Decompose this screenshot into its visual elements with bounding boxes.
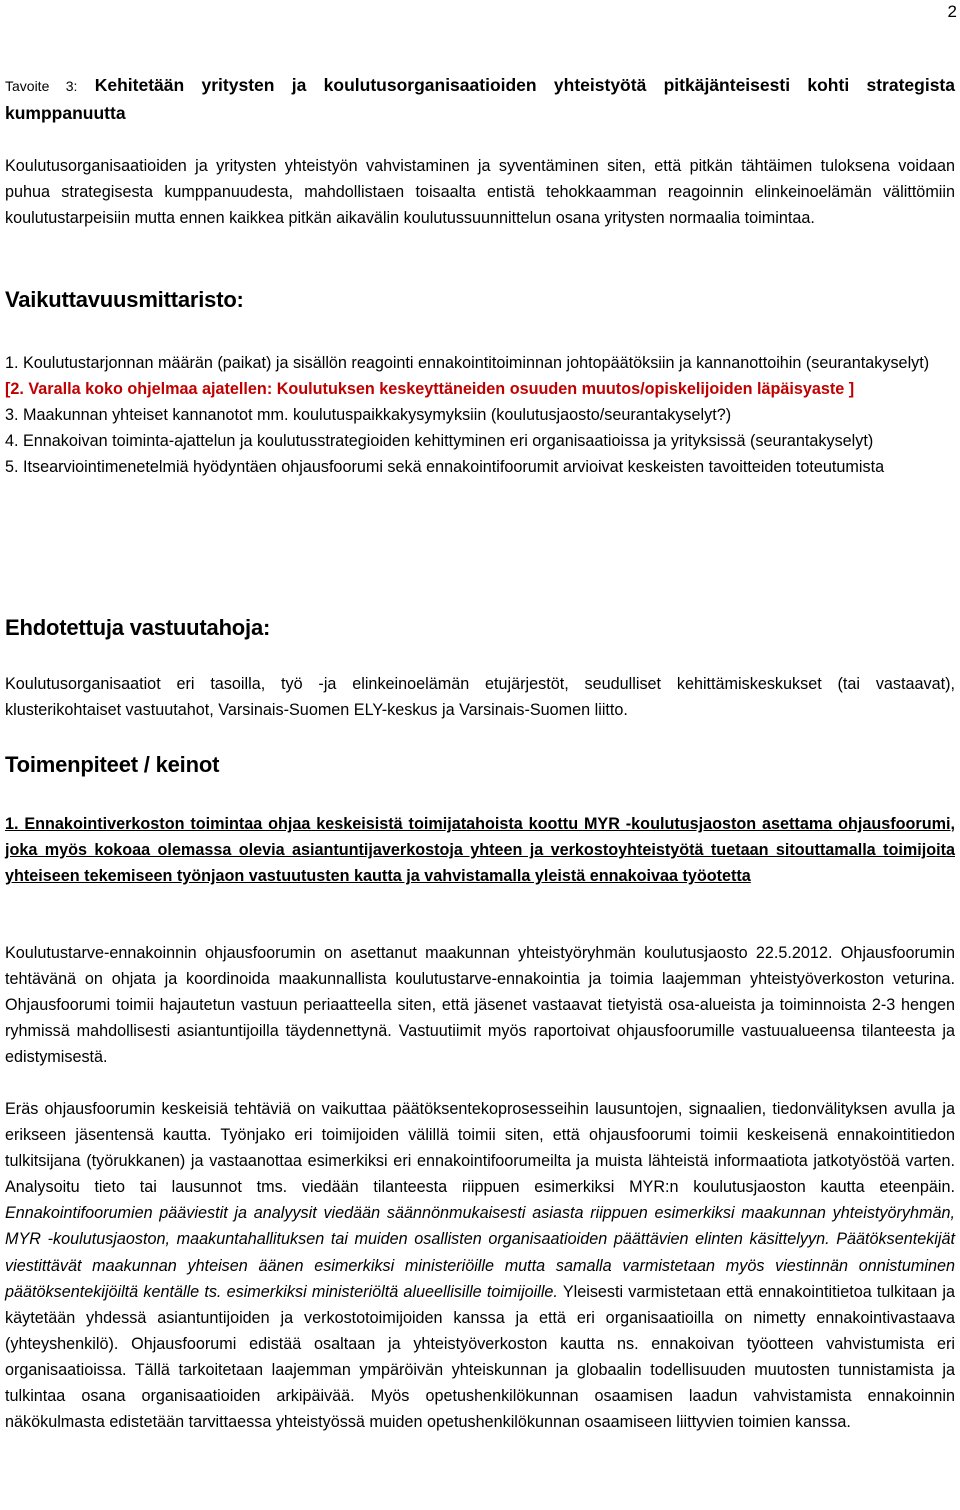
intro-paragraph: Koulutusorganisaatioiden ja yritysten yhteistyön vahvistaminen ja syventäminen siten, että pitkän tähtäimen tuloksena voidaan puhua strategisesta kumppanuudesta, mahdollistaen toisaalta entistä tehokkaamman reagoinnin elinkeinoelämän välittömiin koulutustarpeisiin mutta ennen kaikkea pitkän aikavälin koulutussuunnittelun osana yritysten normaalia toimintaa. xyxy=(5,157,955,228)
paragraph-2-part-c: Yleisesti varmistetaan että ennakointitietoa tulkitaan ja käytetään yhdessä asiantuntijoiden ja verkostotoimijoiden kanssa ja että eri organisaatioilla on nimetty ennakointivastaava (yhteyshenkilö). Ohjausfoorumi edistää osaltaan ja yhteistyöverkoston kautta ns. ennakoivan työotteen vahvistumista eri organisaatioissa. Tällä tarkoitetaan laajemman ympäröivän yhteiskunnan ja globaalin todellisuuden muutosten tunnistamista ja tulkintaa osana organisaatioiden arkipäivää. Myös opetushenkilökunnan osaamisen laadun vahvistamista ennakoinnin näkökulmasta edistetään tarvittaessa yhteistyössä muiden opetushenkilökunnan osaamiseen liittyvien toimien kanssa. xyxy=(5,1282,955,1432)
metrics-list xyxy=(5,350,955,480)
metric-item-4: 4. Ennakoivan toiminta-ajattelun ja koulutusstrategioiden kehittyminen eri organisaatioissa ja yrityksissä (seurantakyselyt) xyxy=(5,432,874,451)
action-1-title: 1. Ennakointiverkoston toimintaa ohjaa keskeisistä toimijatahoista koottu MYR -koulutusjaoston asettama ohjausfoorumi, joka myös kokoaa olemassa olevia asiantuntijaverkostoja yhteen ja verkostoyhteistyötä tuetaan sitouttamalla toimijoita yhteiseen tekemiseen työnjaon vastuutusten kautta ja vahvistamalla yleistä ennakoivaa työotetta xyxy=(5,815,955,886)
goal-text: Kehitetään yritysten ja koulutusorganisaatioiden yhteistyötä pitkäjänteisesti kohti strategista kumppanuutta xyxy=(5,75,955,123)
metric-item-2: [2. Varalla koko ohjelmaa ajatellen: Koulutuksen keskeyttäneiden osuuden muutos/opiskelijoiden läpäisyaste ] xyxy=(5,380,855,399)
goal-label: Tavoite 3: xyxy=(5,78,78,94)
metrics-heading: Vaikuttavuusmittaristo: xyxy=(5,287,244,312)
action-1-paragraph-2 xyxy=(5,1096,955,1435)
metric-item-1: 1. Koulutustarjonnan määrän (paikat) ja sisällön reagointi ennakointitoiminnan johtopäätöksiin ja kannanottoihin (seurantakyselyt) xyxy=(5,354,930,372)
actions-heading: Toimenpiteet / keinot xyxy=(5,752,220,777)
responsible-heading: Ehdotettuja vastuutahoja: xyxy=(5,615,271,640)
paragraph-2-part-a: Eräs ohjausfoorumin keskeisiä tehtäviä on vaikuttaa päätöksentekoprosesseihin lausuntojen, signaalien, tiedonvälityksen avulla ja erikseen jäsentensä kautta. Työnjako eri toimijoiden välillä toimii siten, että ohjausfoorumi toimii keskeisenä ennakointitiedon tulkitsijana (työrukkanen) ja vastaanottaa esimerkiksi eri ennakointifoorumeilta ja muista lähteistä informaatiota jatkotyöstöä varten. Analysoitu tieto tai lausunnot tms. viedään tilanteesta riippuen esimerkiksi MYR:n koulutusjaoston kautta eteenpäin. xyxy=(5,1100,955,1197)
goal-heading xyxy=(5,72,955,127)
metric-item-5: 5. Itsearviointimenetelmiä hyödyntäen ohjausfoorumi sekä ennakointifoorumit arvioivat keskeisten tavoitteiden toteutumista xyxy=(5,458,885,477)
responsible-paragraph: Koulutusorganisaatiot eri tasoilla, työ -ja elinkeinoelämän etujärjestöt, seudulliset kehittämiskeskukset (tai vastaavat), klusterikohtaiset vastuutahot, Varsinais-Suomen ELY-keskus ja Varsinais-Suomen liitto. xyxy=(5,675,955,720)
page-number: 2 xyxy=(947,2,957,21)
action-1-paragraph-1: Koulutustarve-ennakoinnin ohjausfoorumin on asettanut maakunnan yhteistyöryhmän koulutusjaosto 22.5.2012. Ohjausfoorumin tehtävänä on ohjata ja koordinoida maakunnallista koulutustarve-ennakointia ja toimia laajemman yhteistyöverkoston veturina. Ohjausfoorumi toimii hajautetun vastuun periaatteella siten, että jäsenet vastaavat tietyistä osa-alueista ja toiminnoista 2-3 hengen ryhmissä mahdollisesti asiantuntijoilla täydennettynä. Vastuutiimit myös raportoivat ohjausfoorumille vastuualueensa tilanteesta ja edistymisestä. xyxy=(5,944,955,1067)
paragraph-2-part-b: Ennakointifoorumien pääviestit ja analyysit viedään säännönmukaisesti asiasta riippuen esimerkiksi maakunnan yhteistyöryhmän, MYR -koulutusjaoston, maakuntahallituksen tai muiden osallisten organisaatioiden päättävien elinten käsittelyyn. Päätöksentekijät viestittävät maakunnan yhteisen äänen esimerkiksi ministeriöille mutta samalla varmistetaan myös viestinnän onnistuminen päätöksentekijöiltä kentälle ts. esimerkiksi ministeriöltä alueellisille toimijoille. xyxy=(5,1204,955,1301)
metric-item-3: 3. Maakunnan yhteiset kannanotot mm. koulutuspaikkakysymyksiin (koulutusjaosto/seurantakyselyt?) xyxy=(5,406,732,425)
